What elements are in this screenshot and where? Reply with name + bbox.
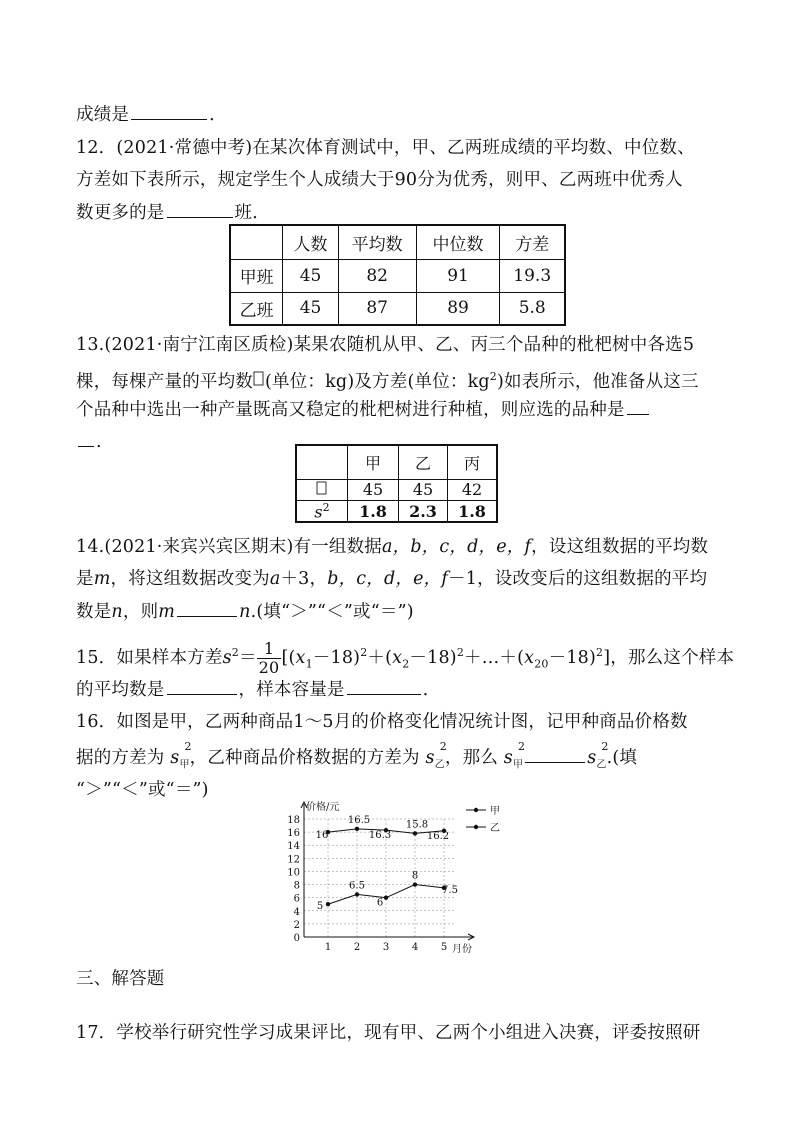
data-label: 5 — [316, 901, 324, 913]
y-tick-label: 16 — [287, 828, 300, 840]
legend-marker — [474, 825, 478, 829]
y-tick-label: 8 — [293, 880, 300, 892]
y-tick-label: 10 — [287, 867, 300, 879]
q15-line1: 15．如果样本方差$s^2=$ $\frac{1}{20}$ $[(x_1-18)^2+(x_2-18)^2+\dots+(x_{20}-18)^2]$，那么这个样本 — [76, 638, 735, 677]
y-tick-label: 0 — [293, 933, 300, 944]
answer-blank — [525, 746, 585, 763]
legend-label: 甲 — [490, 806, 500, 817]
legend-marker — [474, 808, 478, 812]
x-tick-label: 4 — [411, 942, 419, 953]
table-header-cell: 人数 — [283, 225, 338, 259]
data-label: 16.5 — [347, 814, 371, 826]
data-point — [413, 831, 417, 835]
legend-label: 乙 — [490, 823, 500, 834]
section-heading: 三、解答题 — [76, 969, 165, 989]
x-tick-label: 3 — [382, 942, 390, 953]
q14-line1: 14.(2021·来宾兴宾区期末)有一组数据a，b，c，d，e，f，设这组数据的平均数 — [76, 537, 709, 557]
y-tick-label: 12 — [287, 854, 300, 866]
answer-blank — [167, 678, 237, 695]
table-header-cell — [230, 225, 283, 259]
table-header-cell: 平均数 — [338, 225, 416, 259]
q12-line2: 方差如下表所示，规定学生个人成绩大于90分为优秀，则甲、乙两班中优秀人 — [76, 170, 683, 190]
q15-line2: 的平均数是 ，样本容量是 ． — [76, 680, 441, 700]
y-tick-label: 14 — [287, 841, 300, 853]
q13-line1: 13.(2021·南宁江南区质检)某果农随机从甲、乙、丙三个品种的枇杷树中各选5 — [76, 335, 695, 355]
q12-table — [229, 224, 566, 326]
fraction: $\frac{1}{20}$ — [258, 638, 280, 677]
table-row: $s^2$ 1.8 2.3 1.8 — [296, 501, 497, 523]
q17-line1: 17．学校举行研究性学习成果评比，现有甲、乙两个小组进入决赛，评委按照研 — [76, 1023, 701, 1043]
data-point — [384, 895, 388, 899]
mean-symbol-icon — [316, 480, 328, 500]
table-row: 45 45 42 — [296, 479, 497, 501]
y-tick-label: 4 — [293, 906, 300, 918]
q13-line3: 个品种中选出一种产量既高又稳定的枇杷树进行种植，则应选的品种是 — [76, 398, 651, 421]
data-label: 15.8 — [405, 819, 429, 831]
x-axis-label: 月份 — [452, 944, 472, 955]
q14-line3: 数是n，则m n.(填“＞”“＜”或“＝”) — [76, 602, 414, 622]
data-label: 16.3 — [368, 830, 392, 842]
q13-line4: . — [76, 430, 102, 453]
data-label: 16.2 — [426, 830, 450, 842]
y-tick-label: 6 — [293, 893, 300, 905]
answer-blank — [167, 201, 233, 218]
data-point — [413, 882, 417, 886]
mean-symbol-icon — [253, 370, 265, 394]
q12-line1: 12．(2021·常德中考)在某次体育测试中，甲、乙两班成绩的平均数、中位数、 — [76, 138, 695, 158]
x-tick-label: 2 — [353, 942, 361, 953]
table-row: 甲班 45 82 91 19.3 — [230, 259, 565, 292]
data-label: 7.5 — [442, 884, 458, 896]
table-header-cell: 方差 — [500, 225, 565, 259]
data-label: 16 — [315, 830, 329, 842]
data-label: 6 — [376, 897, 384, 909]
data-point — [355, 827, 359, 831]
y-tick-label: 2 — [293, 919, 300, 931]
answer-blank — [177, 600, 237, 617]
data-label: 8 — [411, 870, 419, 882]
q16-line2: 据的方差为 s 2 $_甲$，乙种商品价格数据的方差为 s 2 $_乙$，那么 s 2 $_甲$ s 2 $_乙$.(填 — [76, 740, 638, 771]
answer-line-q11: 成绩是 ． — [76, 105, 227, 125]
q13-table — [295, 444, 498, 523]
y-axis-label: 价格/元 — [306, 802, 340, 813]
q16-line3: “＞”“＜”或“＝”) — [76, 780, 209, 800]
answer-blank — [78, 430, 94, 447]
table-header-cell: 丙 — [448, 445, 498, 479]
x-tick-label: 1 — [324, 942, 332, 953]
table-header-cell: 甲 — [348, 445, 399, 479]
y-tick-label: 18 — [287, 815, 300, 826]
data-point — [355, 892, 359, 896]
table-row: 乙班 45 87 89 5.8 — [230, 292, 565, 325]
data-point — [326, 902, 330, 906]
x-tick-label: 5 — [440, 942, 448, 953]
data-label: 6.5 — [349, 880, 365, 892]
table-header-cell: 乙 — [399, 445, 448, 479]
q16-line1: 16．如图是甲，乙两种商品1～5月的价格变化情况统计图，记甲种商品价格数 — [76, 712, 688, 732]
q14-line2: 是m，将这组数据改变为a＋3，b，c，d，e，f－1，设改变后的这组数据的平均 — [76, 569, 708, 589]
answer-blank — [627, 398, 649, 415]
q12-line3: 数更多的是 班． — [76, 203, 270, 223]
answer-blank — [347, 678, 421, 695]
table-header-cell: 中位数 — [416, 225, 500, 259]
q13-line2: 棵，每棵产量的平均数 (单位：kg)及方差(单位：$kg^2$)如表所示，他准备从这三 — [76, 366, 699, 394]
answer-blank — [131, 103, 207, 120]
price-line-chart — [280, 798, 520, 956]
